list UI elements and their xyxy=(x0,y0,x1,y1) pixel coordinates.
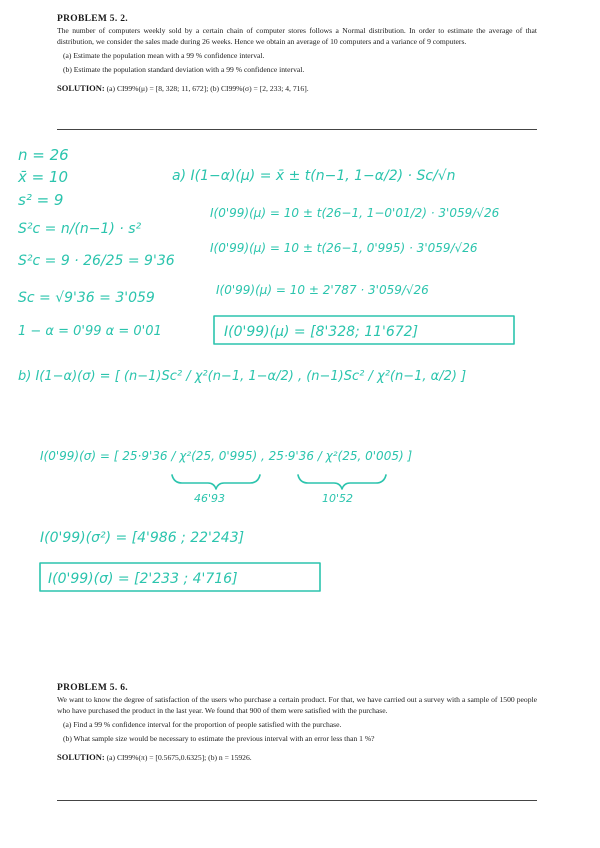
hw-a-result: I(0'99)(μ) = [8'328; 11'672] xyxy=(224,324,419,340)
hw-b-result: I(0'99)(σ) = [2'233 ; 4'716] xyxy=(48,571,238,587)
problem-statement: The number of computers weekly sold by a certain chain of computer stores follows a Normal distribution. In order to estimate the average of that distribution, we consider the sales made during 26 weeks. Hence we obtain an average of 10 computers and a variance of 9 computers. xyxy=(57,26,537,46)
hw-a-formula: a) I(1−α)(μ) = x̄ ± t(n−1, 1−α/2) · Sc/√n xyxy=(172,168,456,184)
hw-chi-low: 46'93 xyxy=(194,492,226,505)
hw-n: n = 26 xyxy=(18,146,69,164)
hw-brace-low xyxy=(172,475,260,489)
item-b: (b) Estimate the population standard deviation with a 99 % confidence interval. xyxy=(63,64,305,74)
problem-statement: We want to know the degree of satisfaction of the users who purchase a certain product. For that, we have carried out a survey with a sample of 1500 people who have purchased the product in the last year. We found that 900 of them were satisfied with the purchase. xyxy=(57,695,537,715)
solution-line xyxy=(57,752,537,762)
solution-label: SOLUTION: xyxy=(57,752,105,762)
hw-a-line3: I(0'99)(μ) = 10 ± 2'787 · 3'059/√26 xyxy=(216,283,429,297)
hw-b-formula: b) I(1−α)(σ) = [ (n−1)Sc² / χ²(n−1, 1−α/2) , (n−1)Sc² / χ²(n−1, α/2) ] xyxy=(18,369,467,384)
problem-5-6 xyxy=(57,683,537,762)
divider-rule xyxy=(57,800,537,801)
hw-b-line1: I(0'99)(σ) = [ 25·9'36 / χ²(25, 0'995) , 25·9'36 / χ²(25, 0'005) ] xyxy=(40,449,413,463)
hw-a-line1: I(0'99)(μ) = 10 ± t(26−1, 1−0'01/2) · 3'059/√26 xyxy=(210,206,500,220)
hw-s2: s² = 9 xyxy=(18,191,64,209)
hw-sc2-calc: S²c = 9 · 26/25 = 9'36 xyxy=(18,253,175,269)
item-a: (a) Estimate the population mean with a 99 % confidence interval. xyxy=(63,51,265,60)
hw-alpha: 1 − α = 0'99 α = 0'01 xyxy=(18,324,162,339)
hw-brace-high xyxy=(298,475,386,489)
hw-b-var: I(0'99)(σ²) = [4'986 ; 22'243] xyxy=(40,530,245,546)
solution-text: (a) CI99%(π) = [0.5675,0.6325]; (b) n = 15926. xyxy=(106,753,252,762)
item-a: (a) Find a 99 % confidence interval for the proportion of people satisfied with the purchase. xyxy=(63,720,342,729)
hw-xbar: x̄ = 10 xyxy=(18,168,69,186)
hw-a-line2: I(0'99)(μ) = 10 ± t(26−1, 0'995) · 3'059/√26 xyxy=(210,241,478,255)
problem-items xyxy=(57,720,537,744)
problem-title: PROBLEM 5. 2. xyxy=(57,14,128,24)
hw-chi-high: 10'52 xyxy=(322,492,354,505)
item-b: (b) What sample size would be necessary to estimate the previous interval with an error less than 1 %? xyxy=(63,733,375,743)
hw-sc-calc: Sc = √9'36 = 3'059 xyxy=(18,290,155,306)
problem-title: PROBLEM 5. 6. xyxy=(57,683,128,693)
solution-label: SOLUTION: xyxy=(57,83,105,93)
solution-text: (a) CI99%(μ) = [8, 328; 11, 672]; (b) CI99%(σ) = [2, 233; 4, 716]. xyxy=(106,84,309,93)
hw-sc2-formula: S²c = n/(n−1) · s² xyxy=(18,221,142,237)
